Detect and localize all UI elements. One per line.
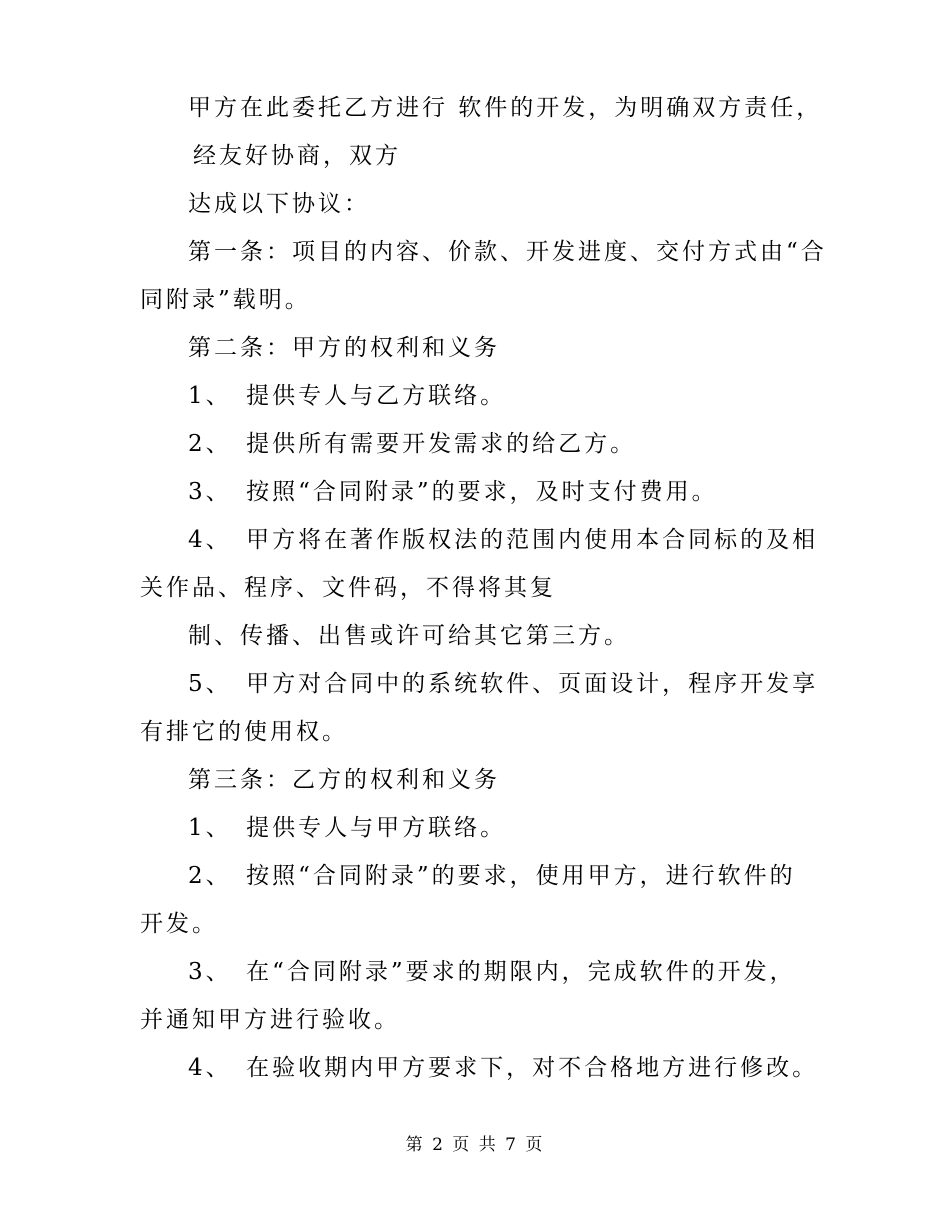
list-item: 4、 甲方将在著作版权法的范围内使用本合同标的及相 xyxy=(188,527,819,553)
text-line: 制、传播、出售或许可给其它第三方。 xyxy=(188,623,630,649)
text-line: 同附录”载明。 xyxy=(140,287,311,313)
text-line: 甲方在此委托乙方进行 软件的开发，为明确双方责任， xyxy=(188,95,823,121)
page-number-footer: 第 2 页 共 7 页 xyxy=(405,1135,545,1155)
list-item: 2、 提供所有需要开发需求的给乙方。 xyxy=(188,431,637,457)
section-heading: 第二条：甲方的权利和义务 xyxy=(188,335,500,361)
list-item: 4、 在验收期内甲方要求下，对不合格地方进行修改。 xyxy=(188,1055,819,1081)
text-line: 达成以下协议： xyxy=(188,191,370,217)
list-item: 1、 提供专人与甲方联络。 xyxy=(188,815,507,841)
text-line: 经友好协商，双方 xyxy=(193,143,401,169)
text-line: 关作品、程序、文件码，不得将其复 xyxy=(140,575,556,601)
list-item: 3、 按照“合同附录”的要求，及时支付费用。 xyxy=(188,479,718,505)
list-item: 1、 提供专人与乙方联络。 xyxy=(188,383,507,409)
text-line: 有排它的使用权。 xyxy=(140,719,348,745)
list-item: 5、 甲方对合同中的系统软件、页面设计，程序开发享 xyxy=(188,671,819,697)
text-line: 开发。 xyxy=(140,911,218,937)
section-heading: 第三条：乙方的权利和义务 xyxy=(188,767,500,793)
list-item: 2、 按照“合同附录”的要求，使用甲方，进行软件的 xyxy=(188,863,796,889)
text-line: 第一条：项目的内容、价款、开发进度、交付方式由“合 xyxy=(188,239,827,265)
list-item: 3、 在“合同附录”要求的期限内，完成软件的开发， xyxy=(188,959,796,985)
text-line: 并通知甲方进行验收。 xyxy=(140,1007,400,1033)
